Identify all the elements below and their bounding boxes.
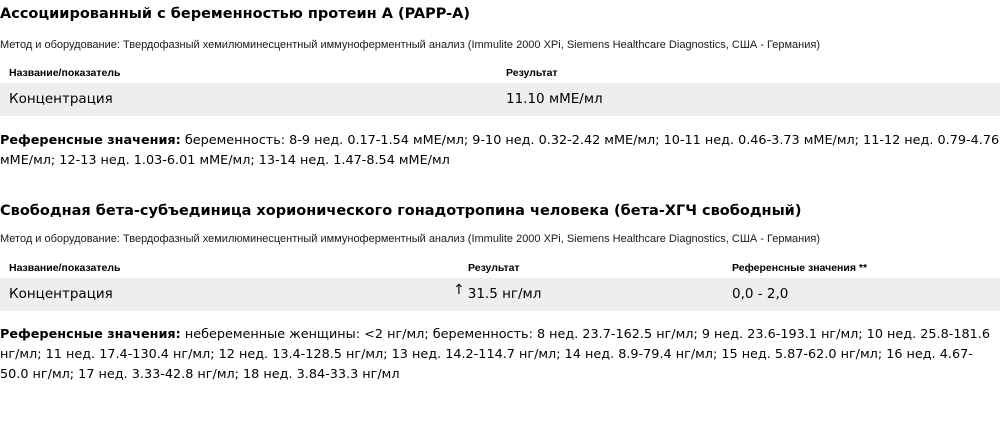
section1-table-row: [0, 83, 1000, 116]
section1-row-name: Концентрация: [9, 91, 113, 107]
section2-method: Метод и оборудование: Твердофазный хемилюминесцентный иммуноферментный анализ (Immulite 2000 XPi, Siemens Healthcare Diagnostics, США - Германия): [0, 233, 821, 245]
section2-header-result: Результат: [468, 262, 520, 274]
section2-header-name: Название/показатель: [9, 262, 121, 274]
section2-row-result: 31.5 нг/мл: [467, 286, 542, 302]
section2-row-name: Концентрация: [9, 286, 113, 302]
section2-header-reference: Референсные значения **: [732, 262, 868, 274]
section1-title: Ассоциированный с беременностью протеин А (PAPP-A): [0, 6, 471, 22]
section2-reference: [0, 325, 1000, 385]
section2-row-reference: 0,0 - 2,0: [732, 286, 789, 302]
section2-title: Свободная бета-субъединица хорионического гонадотропина человека (бета-ХГЧ свободный): [0, 203, 802, 219]
section1-reference-text: беременность: 8-9 нед. 0.17-1.54 мМЕ/мл; 9-10 нед. 0.32-2.42 мМЕ/мл; 10-11 нед. 0.46-3.73 мМЕ/мл; 11-12 нед. 0.79-4.76 мМЕ/мл; 12-13 нед. 1.03-6.01 мМЕ/мл; 13-14 нед. 1.47-8.54 мМЕ/мл: [0, 133, 1000, 168]
section2-reference-label: Референсные значения:: [0, 327, 181, 342]
section1-header-result: Результат: [506, 67, 558, 79]
section2-table-row: [0, 278, 1000, 311]
section1-reference-label: Референсные значения:: [0, 133, 181, 148]
section1-row-result: 11.10 мМЕ/мл: [506, 91, 603, 107]
section2-reference-text: небеременные женщины: <2 нг/мл; беременность: 8 нед. 23.7-162.5 нг/мл; 9 нед. 23.6-193.1 нг/мл; 10 нед. 25.8-181.6 нг/мл; 11 нед. 17.4-130.4 нг/мл; 12 нед. 13.4-128.5 нг/мл; 13 нед. 14.2-114.7 нг/мл; 14 нед. 8.9-79.4 нг/мл; 15 нед. 5.87-62.0 нг/мл; 16 нед. 4.67-50.0 нг/мл; 17 нед. 3.33-42.8 нг/мл; 18 нед. 3.84-33.3 нг/мл: [0, 327, 991, 382]
section1-header-name: Название/показатель: [9, 67, 121, 79]
section1-method: Метод и оборудование: Твердофазный хемилюминесцентный иммуноферментный анализ (Immulite 2000 XPi, Siemens Healthcare Diagnostics, США - Германия): [0, 39, 821, 51]
arrow-up-icon: ↑: [453, 282, 465, 298]
section1-reference: [0, 131, 1000, 171]
